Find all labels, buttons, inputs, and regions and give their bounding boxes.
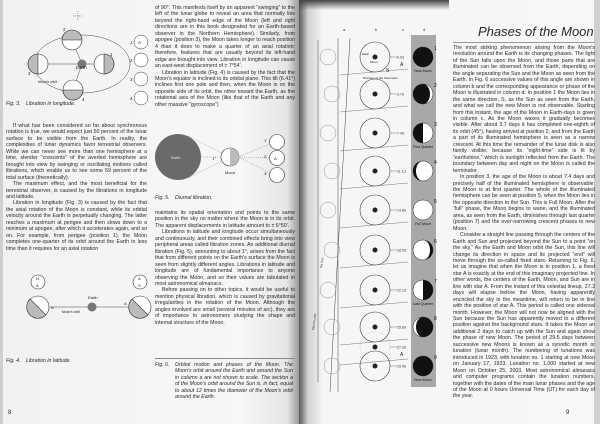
column-label: c (402, 27, 404, 32)
orbit-label: Moon's orbit (62, 310, 80, 314)
position-number: 8 (434, 316, 437, 322)
sun-direction-line (340, 262, 408, 268)
fig6-number: Fig. 6. (155, 362, 170, 368)
column-label: d (423, 27, 426, 32)
point-a: A (138, 276, 141, 281)
angle-label: 1° (212, 156, 216, 161)
sun-label: the Sun (319, 257, 325, 269)
pos-4: 4 (82, 97, 85, 102)
earth-dot (373, 325, 378, 330)
fig3-number: Fig. 3. (6, 101, 21, 107)
earth-dot (373, 169, 378, 174)
sun-direction-line (340, 69, 408, 75)
sun-direction-line (340, 339, 408, 345)
moon-positions (28, 30, 114, 100)
pos-2b: 2 (130, 58, 133, 63)
sun-direction-line (340, 145, 408, 151)
sun-direction-line (340, 302, 408, 308)
paragraph: Libration in longitude (Fig. 3) is caused by the fact that the axial rotation of the Moon is constant, while its orbital velocity around the Earth is perpetually changing. The latter reaches a maximum at perigee and then slows down to a minimum at apogee, after which it accelerates again, and so on. For example, from perigee (position 1), the Moon completes one-quarter of its orbit around the Earth in less time than it requires for an axial rotation (6, 200, 147, 252)
earth-label: Earth (76, 65, 87, 70)
paragraph: Librations in latitude and longitude occur simultaneously and continuously, and their combined effects bring into view peripheral areas called libration zones. An additional diurnal libration (Fig. 5), amounting to about 1°, arises from the fact that from different points on the Earth's surface the Moon is seen from slightly different angles. Librations in latitude and longitude are of fundamental importance to anyone observing the Moon, and so their values are tabulated in most astronomical almanacs. (155, 229, 295, 287)
orbit-label: Moon's orbit (38, 80, 57, 84)
column-label: b (375, 27, 378, 32)
earth-dot (373, 208, 378, 213)
page-number: 8 (8, 410, 12, 416)
page-number: 9 (566, 410, 570, 416)
moon-age: 18.5d (397, 248, 406, 253)
point-a: A (274, 156, 277, 161)
orbit-sketch (320, 49, 336, 65)
title-rule (453, 42, 595, 43)
moon-age: 22.1d (397, 288, 406, 293)
paragraph: Before passing on to other topics, it would be useful to mention physical libration, which is caused by gravitational irregularities in the rotation of the Moon. Although the angles involved are small (several minutes of arc), they are of importance to astronomers studying the shape and internal structure of the Moon. (155, 287, 295, 326)
fig4-caption-text: Libration in latitude. (26, 358, 71, 364)
pos-3b: 3 (130, 77, 133, 82)
earth-dot (373, 92, 378, 97)
position-number: 7 (434, 279, 437, 285)
left-page (0, 0, 299, 424)
moon-age: 29.5d (397, 364, 406, 369)
pos-1: 1' (264, 138, 267, 143)
moon-age: 14.8d (397, 208, 406, 213)
moon-age: 7.4d (397, 131, 404, 136)
earth-label: Earth (362, 52, 370, 56)
orbit-sketch (324, 242, 340, 258)
right-column-text-top (155, 5, 295, 108)
orbit-sketch (324, 163, 340, 179)
pos-3: 3' (264, 171, 267, 176)
moon-age: 27.3d (397, 345, 406, 350)
position-number: 2 (434, 83, 437, 89)
phase-label: Full Moon (415, 222, 431, 226)
earth-dot (373, 288, 378, 293)
point-a: A (138, 40, 142, 45)
phase-label: Last Quarter (413, 302, 433, 306)
earth-label: Earth (171, 155, 181, 160)
orbit-sketch (320, 282, 336, 298)
moon-age: 25.8d (397, 325, 406, 330)
paragraph: Libration in latitude (Fig. 4) is caused by the fact that the Moon's equator is inclined to its orbital plane. This tilt (6.41°) inclines first one pole and then, when the Moon is on the opposite side of its orbit, the other toward the Earth, as the rotational axis of the Moon (like that of the Earth and any other massive “gyroscope”) (155, 69, 295, 108)
paragraph: The maximum effect, and the most beneficial for the terrestrial observer, is caused by the librations in longitude and latitude. (6, 181, 147, 200)
right-column-text-bottom (155, 210, 295, 326)
sun-direction-line (340, 222, 408, 228)
fig5-number: Fig. 5. (155, 195, 170, 201)
position-number: 9 (434, 355, 437, 361)
point-a: A (36, 283, 39, 288)
moon-label: Moon (370, 60, 378, 64)
earth-dot (373, 248, 378, 253)
fig5-caption-text: Diurnal libration. (175, 195, 213, 201)
figure-4-libration-latitude (0, 272, 160, 352)
earth-dot (373, 131, 378, 136)
sun-direction-line (340, 106, 408, 112)
phase-label: New Moon (414, 69, 432, 73)
column-label: a (343, 27, 346, 32)
earth-dot (373, 364, 378, 369)
pos-4b: 4 (130, 96, 133, 101)
position-number: 5 (434, 199, 437, 205)
paragraph: In position 3, the age of the Moon is about 7.4 days and precisely half of the illuminated hemisphere is observable: the Moon is at first quarter. The whole of the illuminated hemisphere can be seen at position 5, when the Moon lies in the opposite direction to the Sun. This is Full Moon. After the “full” phase, the Moon begins to wane, and the illuminated area, as seen from the Earth, diminishes through last quarter (position 7) and the ever-narrowing crescent phases to new Moon. (453, 174, 595, 232)
moon-age: 0.0d (397, 55, 404, 60)
a-label: A (400, 62, 404, 68)
stars-label: Direction of the fixed stars (363, 76, 398, 80)
orbit-sketch (320, 202, 336, 218)
position-number: 1 (434, 46, 437, 52)
pos-2: 2 (63, 27, 66, 32)
pos-1b: 1 (130, 40, 133, 45)
moon-age: 3.7d (397, 92, 404, 97)
paragraph: maintains its spatial orientation and points to the same position in the sky no matter where the Moon is in its orbit. The apparent displacements in latitude amount to ± 6°50'. (155, 210, 295, 229)
earth-dot (373, 55, 378, 60)
orbit-sketch (324, 319, 340, 335)
fig4-number: Fig. 4. (6, 358, 21, 364)
phase-row (340, 332, 408, 365)
a-label: A (400, 352, 404, 358)
paragraph: of 90°. This manifests itself by an apparent “swinging” to the left of the lunar globe to reveal an area that normally lies beyond the right-hand edge of the Moon (left and right directions are in this book designated for an Earth-based observer in the Northern Hemisphere). Similarly, from apogee (position 3), the Moon takes longer to reach position 4 than it does to make a quarter of an axial rotation; therefore, features that are usually beyond its left-hand edge are brought into view. Libration in longitude can cause an east-west displacement of ± 7°54'. (155, 5, 295, 70)
caption-divider (155, 358, 295, 359)
page-title: Phases of the Moon (478, 24, 594, 39)
right-page-text (453, 45, 595, 400)
earth-label: Earth (88, 295, 98, 300)
moon-age: 11.1d (397, 169, 406, 174)
phase-label: First Quarter (412, 145, 434, 149)
orbit-sketch (320, 125, 336, 141)
moon-label: Moon (225, 170, 236, 175)
figure-5-diurnal-libration (150, 130, 299, 198)
position-number: 4 (434, 160, 437, 166)
s-label: S (386, 68, 390, 74)
phase-label: New Moon (414, 378, 432, 382)
left-column-text (6, 123, 147, 252)
position-number: 6 (434, 239, 437, 245)
paragraph: Consider a straight line passing through the centers of the Earth and Sun and projected beyond the Sun to a point “on the sky.” As the Earth and Moon orbit the Sun, this line will change its direction in space and its projected “end” will move through the so-called fixed stars. Returning to Fig. 6, let us imagine that when the Moon is in position 1, a fixed star A is exactly at the end of this imaginary projected line. In other words, the centers of the Earth, Moon, and Sun are in line with star A. From the instant of this celestial lineup, 27.3 days will elapse before the Moon, having apparently encircled the sky in the meantime, will return to be in line with the position of star A. This period is called one sidereal month. However, the Moon will not now be aligned with the Sun because the Sun has apparently moved to a different position against the background stars. It takes the Moon an additional 2 days to catch up with the Sun and again show the phase of new Moon. The period of 29.5 days between successive new Moons is known as a synodic month or lunation (lunar month). The numbering of lunations was introduced in 1923, with lunation no. 1 starting at new Moon on January 17, 1923. Lunation no. 1,000 started at new Moon on October 25, 2003. Most astronomical almanacs and computer programs contain the lunation numbers, together with the dates of the main lunar phases and the age of the Moon at 0 hours Universal Time (UT) for each day of the year. (453, 232, 595, 400)
pos-1: 1 (110, 52, 113, 57)
earth-dot (373, 345, 378, 350)
orbit-label: Moon's orbit (311, 313, 318, 331)
orbit-sketch (324, 86, 340, 102)
pos-3: 3 (28, 71, 31, 76)
paragraph: The most striking phenomenon arising from the Moon's revolution around the Earth is its changing phases. The light of the Sun falls upon the Moon, and those parts that are illuminated can be observed from the Earth, depending on the angle separating the Sun and the Moon as seen from the Earth. In Fig. 6 successive values of this angle are shown in column b and the corresponding appearance or phase of the Moon is illustrated in column d. In position 1 the Moon lies in the same direction, S, as the Sun as seen from the Earth, and what we call the new Moon is not observable. Starting from this instant, the age of the Moon in Earth-days is given in column c. As the Moon waxes it gradually becomes visible. After about 3.7 days it has completed one-eighth of its orbit (45°), having arrived at position 2, and from the Earth a part of its illuminated hemisphere is seen as a narrow crescent. At this time the remainder of the lunar disk is also faintly visible, because its “night-time” side is lit by “earthshine,” which is sunlight reflected from the Earth. The boundary between day and night on the Moon is called the terminator. (453, 45, 595, 174)
position-number: 3 (434, 122, 437, 128)
pos-2: 2' (264, 154, 267, 159)
fig3-caption-text: Libration in longitude. (26, 101, 76, 107)
sun-direction-line (340, 183, 408, 189)
point-a: A (51, 305, 54, 310)
north-label: N (36, 276, 39, 281)
fig6-caption-text: Orbital motion and phases of the Moon. The Moon's orbit around the Earth and around the Sun in column a are not shown to scale. The section a of the Moon's orbit around the Sun is, in fact, equal to about 12 times the diameter of the Moon's orbit around the Earth. (175, 362, 293, 401)
south-label: S (138, 283, 141, 288)
figure-6-phases (300, 0, 450, 424)
paragraph: If what has been considered so far about synchronous rotation is true, we would expect just 50 percent of the lunar surface to be visible from the Earth. In reality, the complexities of lunar dynamics favor terrestrial observers. While we can never see more than one hemisphere at a time, slender “crescents” of the averted hemisphere are brought into view by swinging or oscillating motions called librations, which enable us to see some 59 percent of the total surface (theoretically). (6, 123, 147, 181)
point-a: A (124, 301, 127, 306)
